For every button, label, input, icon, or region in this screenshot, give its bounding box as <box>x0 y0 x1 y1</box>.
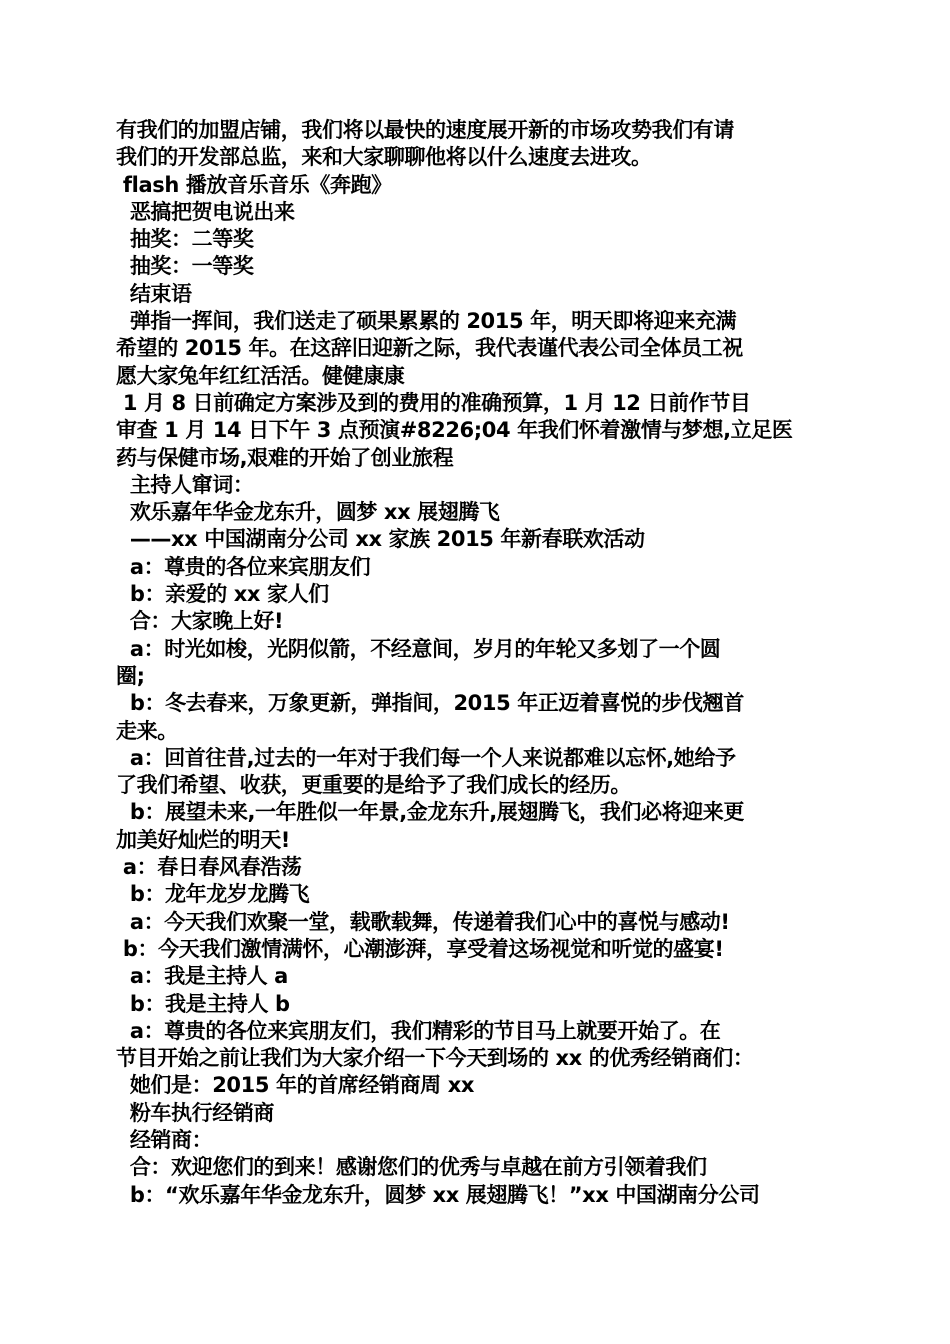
text-line: a：尊贵的各位来宾朋友们 <box>116 554 371 579</box>
text-line: a：时光如梭，光阴似箭，不经意间，岁月的年轮又多划了一个圆 <box>116 636 721 661</box>
text-line: b：亲爱的 xx 家人们 <box>116 582 329 607</box>
text-line: 加美好灿烂的明天! <box>116 827 290 852</box>
text-line: flash 播放音乐音乐《奔跑》 <box>116 172 392 197</box>
text-line: 粉车执行经销商 <box>116 1100 275 1125</box>
text-line: 节目开始之前让我们为大家介绍一下今天到场的 xx 的优秀经销商们： <box>116 1046 754 1071</box>
text-line: 弹指一挥间，我们送走了硕果累累的 2015 年，明天即将迎来充满 <box>116 309 737 334</box>
text-line: 结束语 <box>116 281 192 306</box>
text-line: 欢乐嘉年华金龙东升，圆梦 xx 展翅腾飞 <box>116 500 500 525</box>
text-line: b：展望未来,一年胜似一年景,金龙东升,展翅腾飞，我们必将迎来更 <box>116 800 744 825</box>
text-line: b：龙年龙岁龙腾飞 <box>116 882 310 907</box>
text-line: 药与保健市场,艰难的开始了创业旅程 <box>116 445 454 470</box>
text-line: a：今天我们欢聚一堂，载歌载舞，传递着我们心中的喜悦与感动! <box>116 909 730 934</box>
text-line: a：春日春风春浩荡 <box>116 855 302 880</box>
document-body <box>116 117 836 1209</box>
text-line: 1 月 8 日前确定方案涉及到的费用的准确预算，1 月 12 日前作节目 <box>116 390 751 415</box>
text-line: 圈; <box>116 663 145 688</box>
text-line: b：我是主持人 b <box>116 991 290 1016</box>
text-line: 抽奖：一等奖 <box>116 254 254 279</box>
text-line: 合：欢迎您们的到来！感谢您们的优秀与卓越在前方引领着我们 <box>116 1155 707 1180</box>
text-line: 经销商： <box>116 1127 213 1152</box>
text-line: 我们的开发部总监，来和大家聊聊他将以什么速度去进攻。 <box>116 145 652 170</box>
text-line: 愿大家兔年红红活活。健健康康 <box>116 363 405 388</box>
text-line: a：尊贵的各位来宾朋友们，我们精彩的节目马上就要开始了。在 <box>116 1018 721 1043</box>
text-line: 了我们希望、收获，更重要的是给予了我们成长的经历。 <box>116 773 631 798</box>
text-line: b：冬去春来，万象更新，弹指间，2015 年正迈着喜悦的步伐翘首 <box>116 691 744 716</box>
text-line: 合：大家晚上好! <box>116 609 284 634</box>
text-line: ——xx 中国湖南分公司 xx 家族 2015 年新春联欢活动 <box>116 527 645 552</box>
text-line: 走来。 <box>116 718 178 743</box>
text-line: a：回首往昔,过去的一年对于我们每一个人来说都难以忘怀,她给予 <box>116 745 736 770</box>
text-line: a：我是主持人 a <box>116 964 288 989</box>
text-line: b：“欢乐嘉年华金龙东升，圆梦 xx 展翅腾飞！”xx 中国湖南分公司 <box>116 1182 760 1207</box>
text-line: 有我们的加盟店铺，我们将以最快的速度展开新的市场攻势我们有请 <box>116 118 734 142</box>
text-line: 恶搞把贺电说出来 <box>116 199 295 224</box>
text-line: 抽奖：二等奖 <box>116 227 254 252</box>
text-line: 审查 1 月 14 日下午 3 点预演#8226;04 年我们怀着激情与梦想,立足医 <box>116 418 793 443</box>
text-line: 她们是：2015 年的首席经销商周 xx <box>116 1073 474 1098</box>
text-line: 希望的 2015 年。在这辞旧迎新之际，我代表谨代表公司全体员工祝 <box>116 336 743 361</box>
text-line: 主持人窜词： <box>116 472 254 497</box>
text-line: b：今天我们激情满怀，心潮澎湃，享受着这场视觉和听觉的盛宴! <box>116 936 724 961</box>
